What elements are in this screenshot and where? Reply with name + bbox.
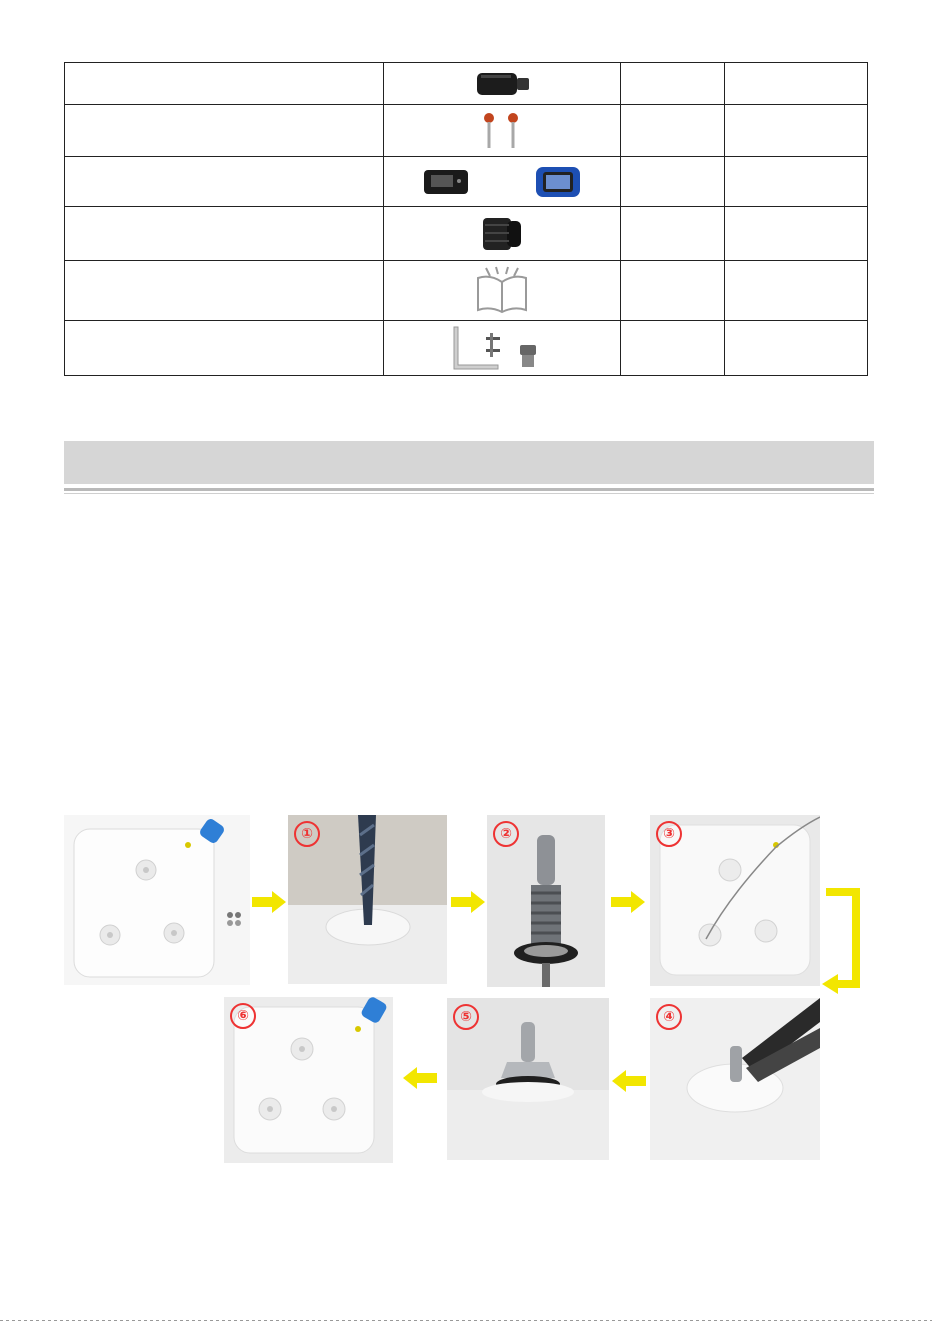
step-5-photo	[447, 998, 609, 1160]
part-name-cell	[65, 207, 384, 261]
arrow-right-icon	[611, 891, 645, 913]
table-row	[65, 157, 868, 207]
part-note-cell	[725, 157, 868, 207]
step-badge: ③	[656, 821, 682, 847]
part-name-cell	[65, 105, 384, 157]
parts-table	[64, 62, 868, 376]
nut-fitting-icon	[477, 212, 527, 256]
part-name-cell	[65, 157, 384, 207]
part-qty-cell	[621, 207, 725, 261]
silencer-filter-icon	[467, 69, 537, 99]
step-6-photo	[224, 997, 393, 1163]
part-name-cell	[65, 63, 384, 105]
part-image-cell	[384, 261, 621, 321]
screws-icon	[472, 110, 532, 152]
controller-icon	[422, 165, 582, 199]
table-row	[65, 105, 868, 157]
section-divider	[64, 493, 874, 494]
part-image-cell	[384, 157, 621, 207]
manual-book-icon	[474, 266, 530, 316]
page-bottom-edge	[0, 1320, 932, 1321]
step-3-photo	[650, 815, 820, 986]
part-qty-cell	[621, 63, 725, 105]
tank-kit-photo	[64, 815, 250, 985]
part-qty-cell	[621, 157, 725, 207]
section-header-bar	[64, 441, 874, 484]
part-name-cell	[65, 321, 384, 376]
step-1-photo	[288, 815, 447, 984]
step-4-photo	[650, 998, 820, 1160]
part-note-cell	[725, 105, 868, 157]
table-row	[65, 207, 868, 261]
arrow-left-icon	[403, 1067, 437, 1089]
part-image-cell	[384, 321, 621, 376]
part-image-cell	[384, 207, 621, 261]
table-row	[65, 63, 868, 105]
bracket-kit-icon	[442, 323, 562, 373]
step-badge: ④	[656, 1004, 682, 1030]
part-name-cell	[65, 261, 384, 321]
step-badge: ⑥	[230, 1003, 256, 1029]
table-row	[65, 261, 868, 321]
part-image-cell	[384, 105, 621, 157]
step-badge: ⑤	[453, 1004, 479, 1030]
arrow-down-left-icon	[820, 888, 866, 994]
part-note-cell	[725, 261, 868, 321]
arrow-right-icon	[451, 891, 485, 913]
arrow-right-icon	[252, 891, 286, 913]
step-badge: ①	[294, 821, 320, 847]
step-2-photo	[487, 815, 605, 987]
part-note-cell	[725, 63, 868, 105]
part-qty-cell	[621, 105, 725, 157]
part-note-cell	[725, 207, 868, 261]
arrow-left-icon	[612, 1070, 646, 1092]
section-divider	[64, 488, 874, 491]
part-qty-cell	[621, 321, 725, 376]
part-qty-cell	[621, 261, 725, 321]
step-badge: ②	[493, 821, 519, 847]
table-row	[65, 321, 868, 376]
part-image-cell	[384, 63, 621, 105]
part-note-cell	[725, 321, 868, 376]
